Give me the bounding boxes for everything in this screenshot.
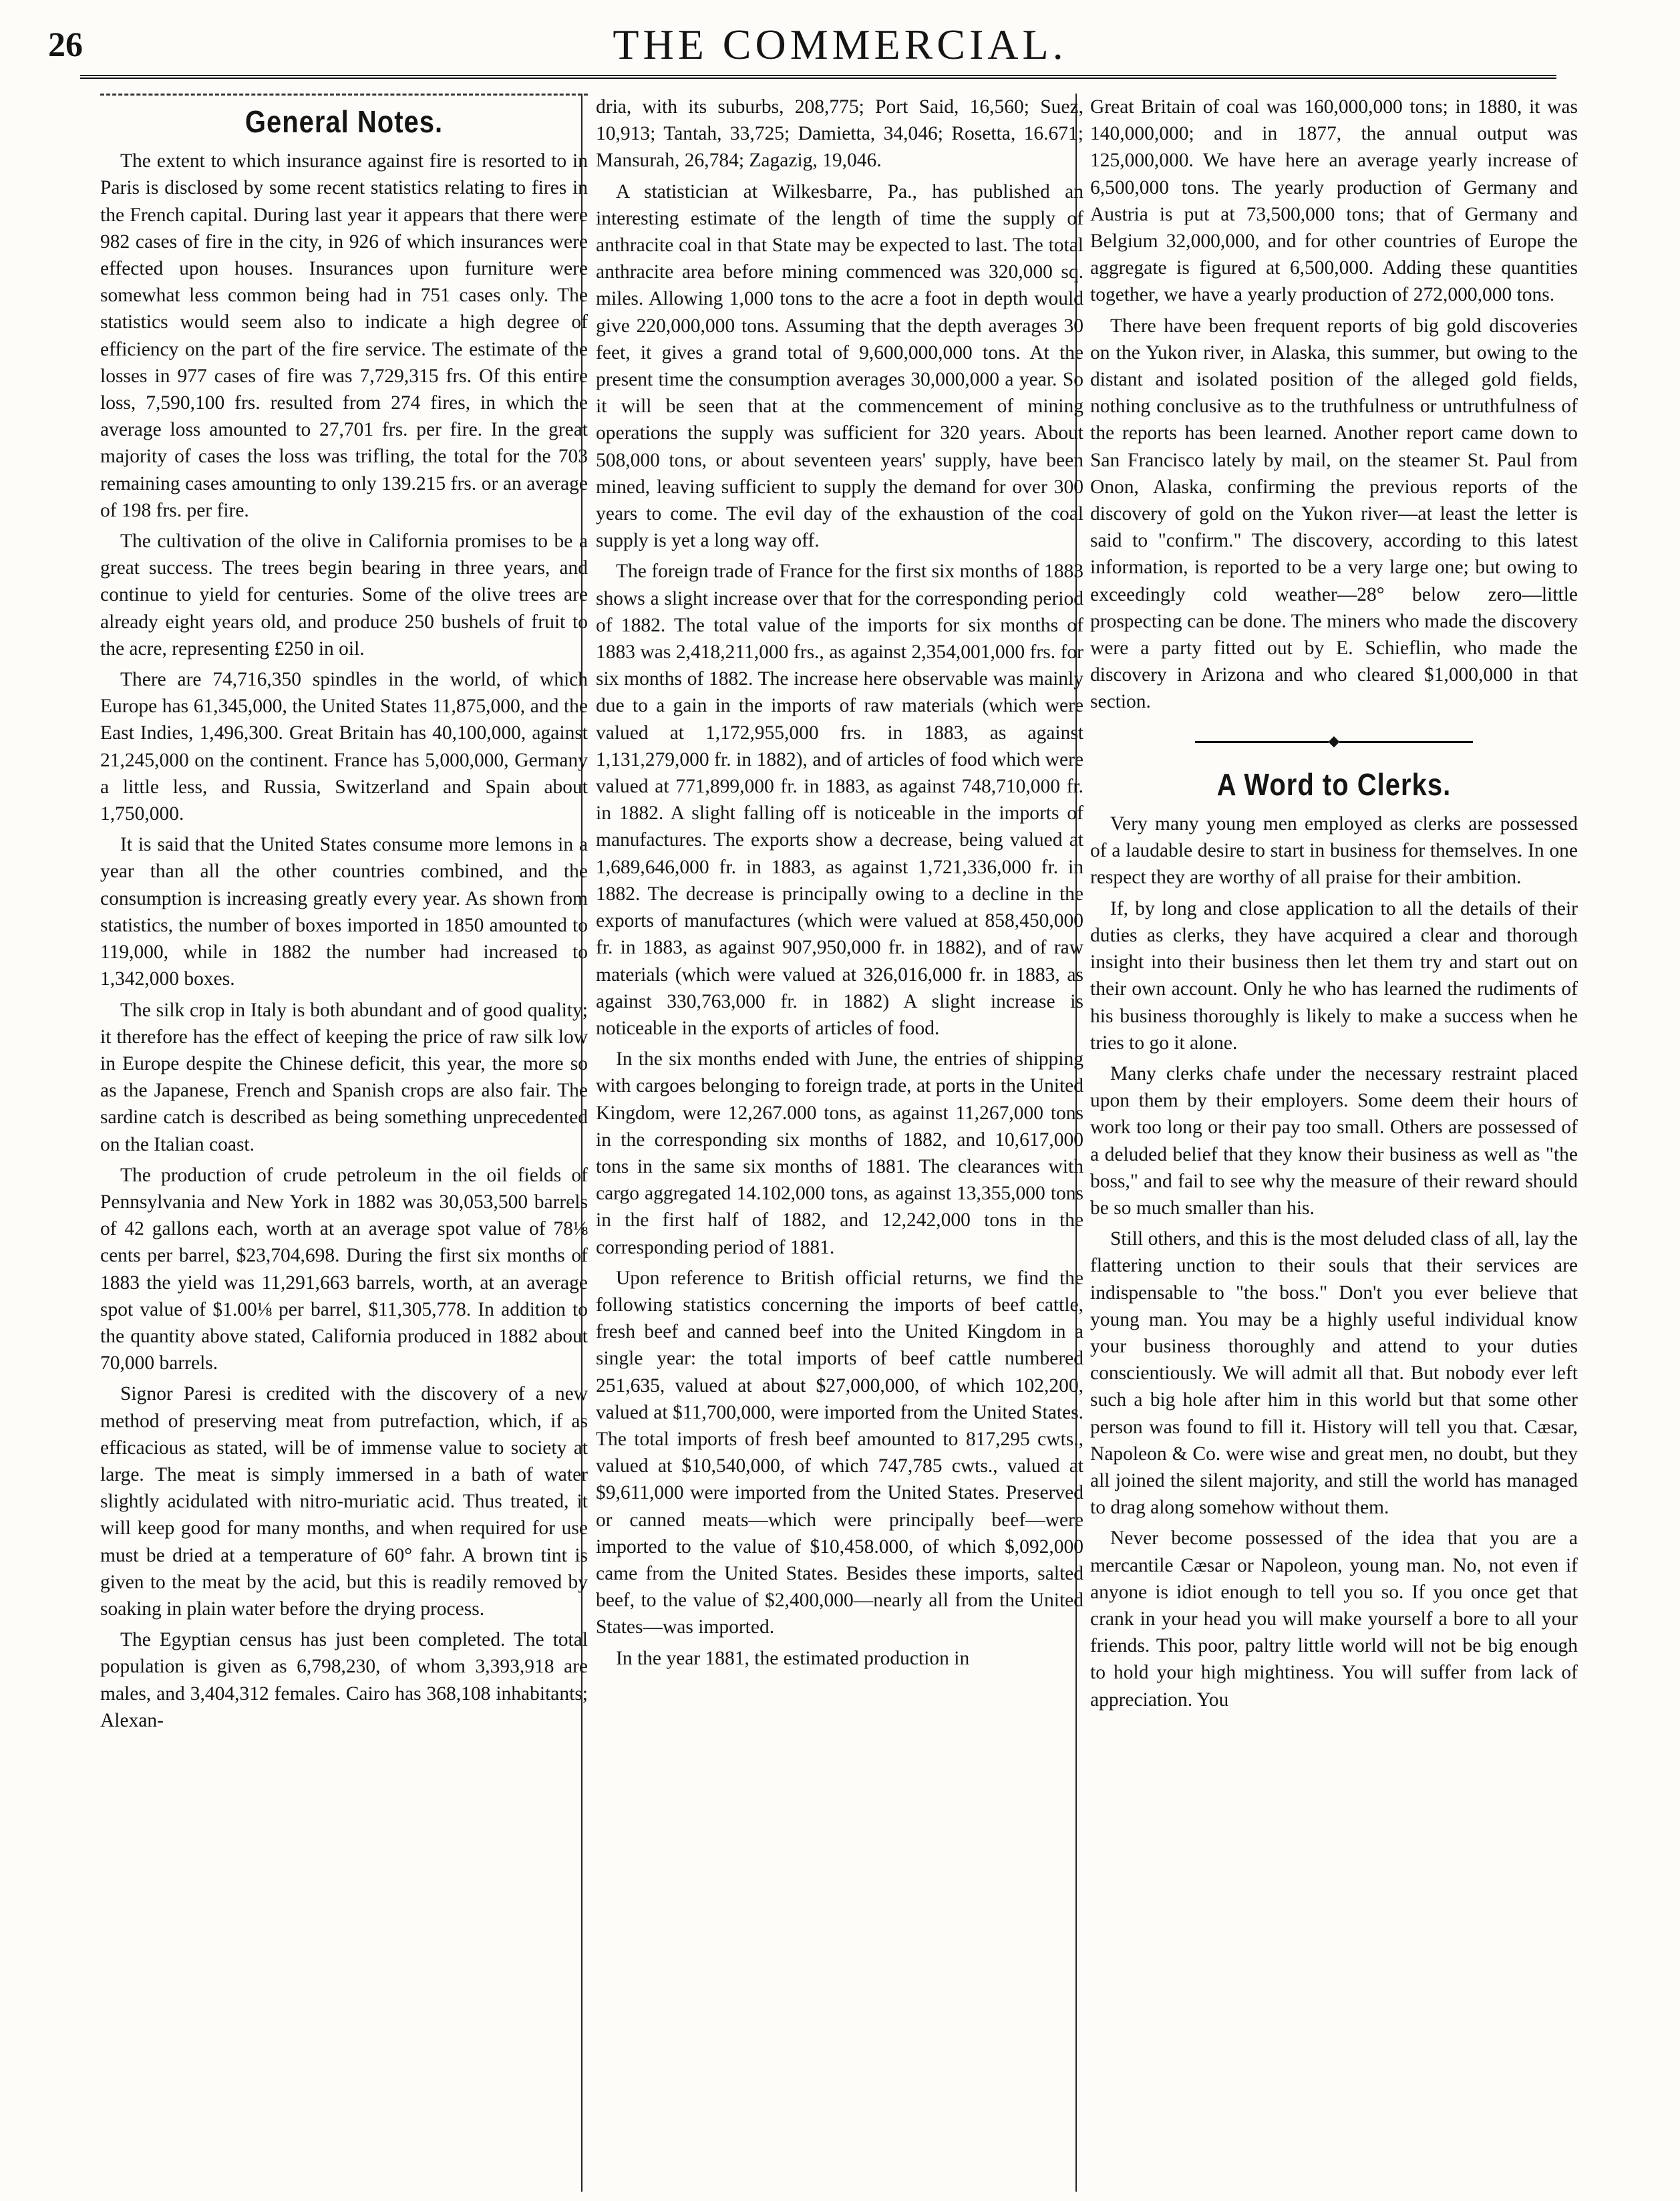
article-paragraph: In the year 1881, the estimated production in — [616, 1647, 970, 1669]
article-paragraph: Very many young men employed as clerks are possessed of a laudable desire to start in business for themselves. In one respect they are worthy of all praise for their ambition. — [1090, 813, 1578, 889]
article-paragraph: The production of crude petroleum in the oil fields of Pennsylvania and New York in 1882 was 30,053,500 barrels of 42 gallons each, worth at an average spot value of 78⅛ cents per barrel, $23,704,698. During the first six months of 1883 the yield was 11,291,663 barrels, worth, at an average spot value of $1.00⅛ per barrel, $11,305,778. In addition to the quantity above stated, California produced in 1882 about 70,000 barrels. — [100, 1164, 588, 1374]
article-paragraph: There are 74,716,350 spindles in the world, of which Europe has 61,345,000, the United States 11,875,000, and the East Indies, 1,496,300. Great Britain has 40,100,000, against 21,245,000 on the continent. France has 5,000,000, Germany a little less, and Russia, Switzerland and Spain about 1,750,000. — [100, 669, 588, 825]
section-title-word-to-clerks: A Word to Clerks. — [1216, 768, 1452, 802]
article-paragraph: In the six months ended with June, the entries of shipping with cargoes belonging to foreign trade, at ports in the United Kingdom, were 12,267.000 tons, as against 11,267,000 tons in the corresponding six months of 1882, and 10,617,000 tons in the same six months of 1881. The clearances with cargo aggregated 14.102,000 tons, as against 13,355,000 tons in the first half of 1882, and 12,242,000 tons in the corresponding period of 1881. — [596, 1048, 1083, 1258]
article-paragraph: The cultivation of the olive in California promises to be a great success. The trees begin bearing in three years, and continue to yield for centuries. Some of the olive trees are already eight years old, and produce 250 bushels of fruit to the acre, representing £250 in oil. — [100, 531, 588, 659]
article-paragraph: Signor Paresi is credited with the discovery of a new method of preserving meat from putrefaction, which, if as efficacious as stated, will be of immense value to society at large. The meat is simply immersed in a bath of water slightly acidulated with nitro-muriatic acid. Thus treated, it will keep good for many months, and when required for use must be dried at a temperature of 60° fahr. A brown tint is given to the meat by the acid, but this is readily removed by soaking in plain water before the drying process. — [100, 1383, 588, 1620]
column-2 — [596, 94, 1083, 1676]
article-paragraph: A statistician at Wilkesbarre, Pa., has published an interesting estimate of the length of time the supply of anthracite coal in that State may be expected to last. The total anthracite area before mining commenced was 320,000 sq. miles. Allowing 1,000 tons to the acre a foot in depth would give 220,000,000 tons. Assuming that the depth averages 30 feet, it gives a grand total of 9,600,000,000 tons. At the present time the consumption averages 30,000,000 a year. So it will be seen that at the commencement of mining operations the supply was sufficient for 320 years. About 508,000 tons, or about seventeen years' supply, have been mined, leaving sufficient to supply the demand for over 300 years to come. The evil day of the exhaustion of the coal supply is yet a long way off. — [596, 180, 1083, 552]
section-separator: ◆ — [1090, 728, 1578, 754]
article-paragraph: Great Britain of coal was 160,000,000 tons; in 1880, it was 140,000,000; and in 1877, the annual output was 125,000,000. We have here an average yearly increase of 6,500,000 tons. The yearly production of Germany and Austria is put at 73,500,000 tons; that of Germany and Belgium 32,000,000, and for other countries of Europe the aggregate is figured at 6,500,000. Adding these quantities together, we have a yearly production of 272,000,000 tons. — [1090, 96, 1578, 306]
column-1 — [100, 94, 588, 1738]
article-paragraph: It is said that the United States consume more lemons in a year than all the other countries combined, and the consumption is increasing greatly every year. As shown from statistics, the number of boxes imported in 1850 amounted to 119,000, while in 1882 the number had increased to 1,342,000 boxes. — [100, 834, 588, 990]
page-number: 26 — [48, 26, 83, 64]
article-paragraph: The extent to which insurance against fire is resorted to in Paris is disclosed by some recent statistics relating to fires in the French capital. During last year it appears that there were 982 cases of fire in the city, in 926 of which insurances were effected upon houses. Insurances upon furniture were somewhat less common being had in 751 cases only. The statistics would seem also to indicate a high degree of efficiency on the part of the fire service. The estimate of the losses in 977 cases of fire was 7,729,315 frs. Of this entire loss, 7,590,100 frs. resulted from 274 fires, in which the average loss amounted to 27,701 frs. per fire. In the great majority of cases the loss was trifling, the total for the 703 remaining cases amounting to only 139.215 frs. or an average of 198 frs. per fire. — [100, 150, 588, 521]
column-top-rule — [100, 94, 588, 96]
article-paragraph: Many clerks chafe under the necessary restraint placed upon them by their employers. Some deem their hours of work too long or their pay too small. Others are possessed of a deluded belief that they know their business as well as "the boss," and fail to see why the measure of their reward should be so much smaller than his. — [1090, 1062, 1578, 1219]
header-rule — [80, 75, 1556, 79]
masthead-title: THE COMMERCIAL. — [613, 21, 1067, 68]
article-paragraph: Still others, and this is the most deluded class of all, lay the flattering unction to their souls that their services are indispensable to "the boss." Don't you ever believe that young man. You may be a highly useful individual know your business thoroughly and attend to your duties conscientiously. We will admit all that. But nobody ever left such a big hole after him in this world but that some other person was found to fill it. History will tell you that. Cæsar, Napoleon & Co. were wise and great men, no doubt, but they all joined the silent majority, and still the world has managed to drag along somehow without them. — [1090, 1228, 1578, 1519]
section-title-general-notes: General Notes. — [244, 105, 444, 140]
article-paragraph: If, by long and close application to all the details of their duties as clerks, they have acquired a clear and thorough insight into their business then let them try and start out on their own account. Only he who has learned the rudiments of his business thoroughly is likely to make a success when he tries to go it alone. — [1090, 897, 1578, 1054]
article-paragraph: The Egyptian census has just been completed. The total population is given as 6,798,230, of whom 3,393,918 are males, and 3,404,312 females. Cairo has 368,108 inhabitants; Alexan- — [100, 1629, 588, 1731]
column-3 — [1090, 94, 1578, 1717]
page-header — [0, 0, 1680, 80]
article-paragraph: The silk crop in Italy is both abundant and of good quality; it therefore has the effect of keeping the price of raw silk low in Europe despite the Chinese deficit, this year, the more so as the Japanese, French and Spanish crops are also fair. The sardine catch is described as being something unprecedented on the Italian coast. — [100, 999, 588, 1155]
article-paragraph: dria, with its suburbs, 208,775; Port Said, 16,560; Suez, 10,913; Tantah, 33,725; Damietta, 34,046; Rosetta, 16.671; Mansurah, 26,784; Zagazig, 19,046. — [596, 96, 1083, 172]
article-paragraph: The foreign trade of France for the first six months of 1883 shows a slight increase over that for the corresponding period of 1882. The total value of the imports for six months of 1883 was 2,418,211,000 frs., as against 2,354,001,000 frs. for six months of 1882. The increase here observable was mainly due to a gain in the imports of raw materials (which were valued at 1,172,955,000 frs. in 1883, as against 1,131,279,000 fr. in 1882), and of articles of food which were valued at 771,899,000 fr. in 1883, as against 748,710,000 fr. in 1882. A slight falling off is noticeable in the imports of manufactures. The exports show a decrease, being valued at 1,689,646,000 fr. in 1883, as against 1,721,336,000 fr. in 1882. The decrease is principally owing to a decline in the exports of manufactures (which were valued at 858,450,000 fr. in 1883, as against 907,950,000 fr. in 1882), and of raw materials (which were valued at 326,016,000 fr. in 1883, as against 330,763,000 fr. in 1882) A slight increase is noticeable in the exports of articles of food. — [596, 561, 1083, 1039]
article-paragraph: Upon reference to British official returns, we find the following statistics concerning the imports of beef cattle, fresh beef and canned beef into the United Kingdom in a single year: the total imports of beef cattle numbered 251,635, valued at about $27,000,000, of which 102,200, valued at $11,700,000, were imported from the United States. The total imports of fresh beef amounted to 817,295 cwts., valued at $10,540,000, of which 747,785 cwts., valued at $9,611,000 were imported from the United States. Preserved or canned meats—which were principally beef—were imported to the value of $10,458.000, of which $,092,000 came from the United States. Besides these imports, salted beef, to the value of $2,400,000—nearly all from the United States—was imported. — [596, 1267, 1083, 1638]
article-paragraph: There have been frequent reports of big gold discoveries on the Yukon river, in Alaska, this summer, but owing to the distant and isolated position of the alleged gold fields, nothing conclusive as to the truthfulness or untruthfulness of the reports has been learned. Another report came down to San Francisco lately by mail, on the steamer St. Paul from Onon, Alaska, confirming the previous reports of the discovery of gold on the Yukon river—at least the letter is said to "confirm." The discovery, according to this latest information, is reported to be a very large one; but owing to exceedingly cold weather—28° below zero—little prospecting can be done. The miners who made the discovery were a party fitted out by E. Schieflin, who made the discovery in Arizona and who cleared $1,000,000 in that section. — [1090, 315, 1578, 713]
article-paragraph: Never become possessed of the idea that you are a mercantile Cæsar or Napoleon, young man. No, not even if anyone is idiot enough to tell you so. If you once get that crank in your head you will make yourself a bore to all your friends. This poor, paltry little world will not be big enough to hold your high mightiness. You will suffer from lack of appreciation. You — [1090, 1527, 1578, 1711]
